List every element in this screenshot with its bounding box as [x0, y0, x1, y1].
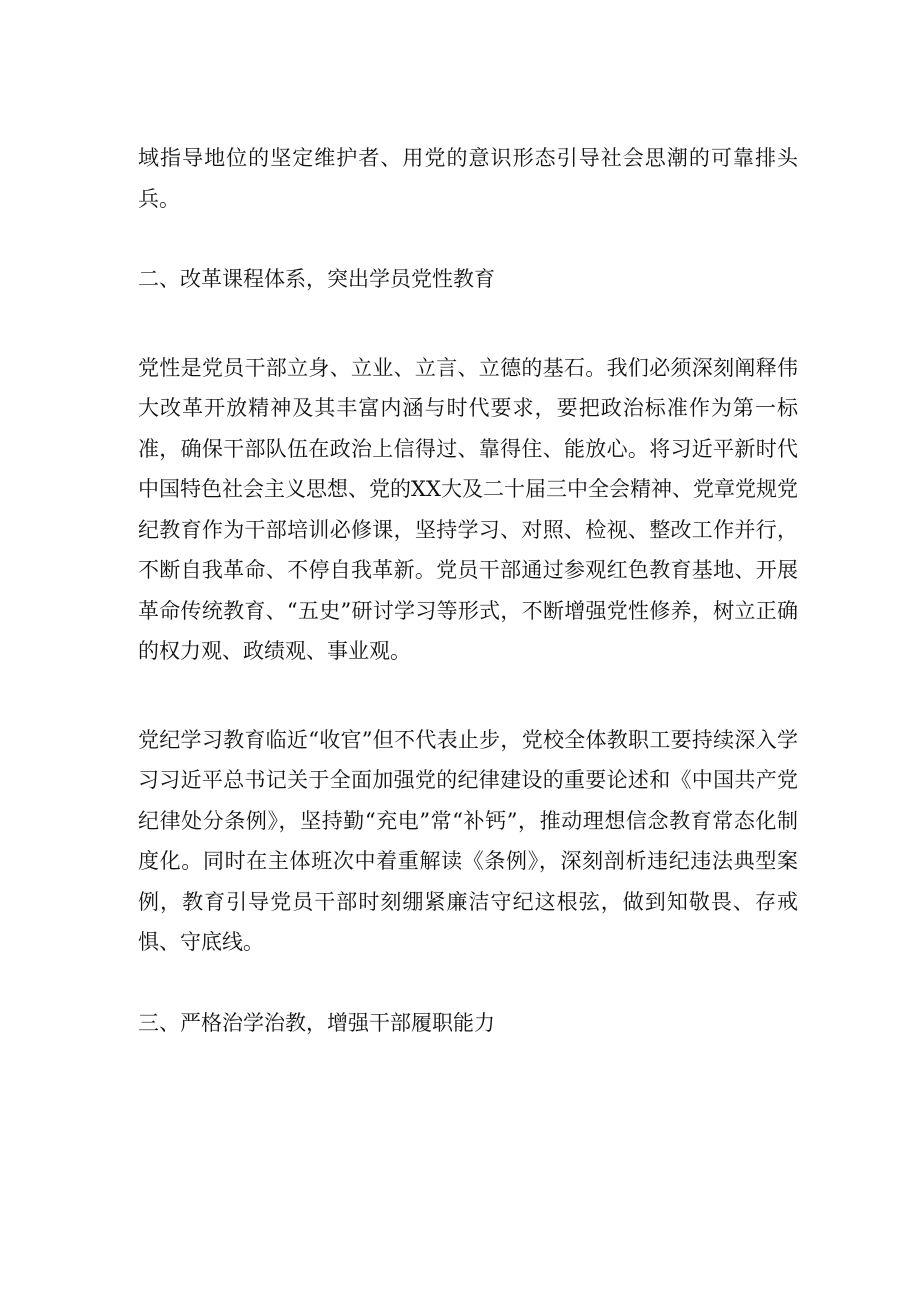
- document-page: [138, 138, 798, 1043]
- paragraph-discipline-education: 党纪学习教育临近“收官”但不代表止步，党校全体教职工要持续深入学习习近平总书记关于全面加强党的纪律建设的重要论述和《中国共产党纪律处分条例》，坚持勤“充电”常“补钙”，推动理想信念教育常态化制度化。同时在主体班次中着重解读《条例》，深刻剖析违纪违法典型案例，教育引导党员干部时刻绷紧廉洁守纪这根弦，做到知敬畏、存戒惧、守底线。: [138, 727, 798, 954]
- section-heading-3: 三、严格治学治教，增强干部履职能力: [138, 1010, 495, 1035]
- intro-paragraph: 域指导地位的坚定维护者、用党的意识形态引导社会思潮的可靠排头兵。: [138, 146, 798, 211]
- paragraph-party-spirit: 党性是党员干部立身、立业、立言、立德的基石。我们必须深刻阐释伟大改革开放精神及其丰富内涵与时代要求，要把政治标准作为第一标准，确保干部队伍在政治上信得过、靠得住、能放心。将习近平新时代中国特色社会主义思想、党的XX大及二十届三中全会精神、党章党规党纪教育作为干部培训必修课，坚持学习、对照、检视、整改工作并行，不断自我革命、不停自我革新。党员干部通过参观红色教育基地、开展革命传统教育、“五史”研讨学习等形式，不断增强党性修养，树立正确的权力观、政绩观、事业观。: [138, 355, 798, 663]
- section-heading-2: 二、改革课程体系，突出学员党性教育: [138, 267, 495, 291]
